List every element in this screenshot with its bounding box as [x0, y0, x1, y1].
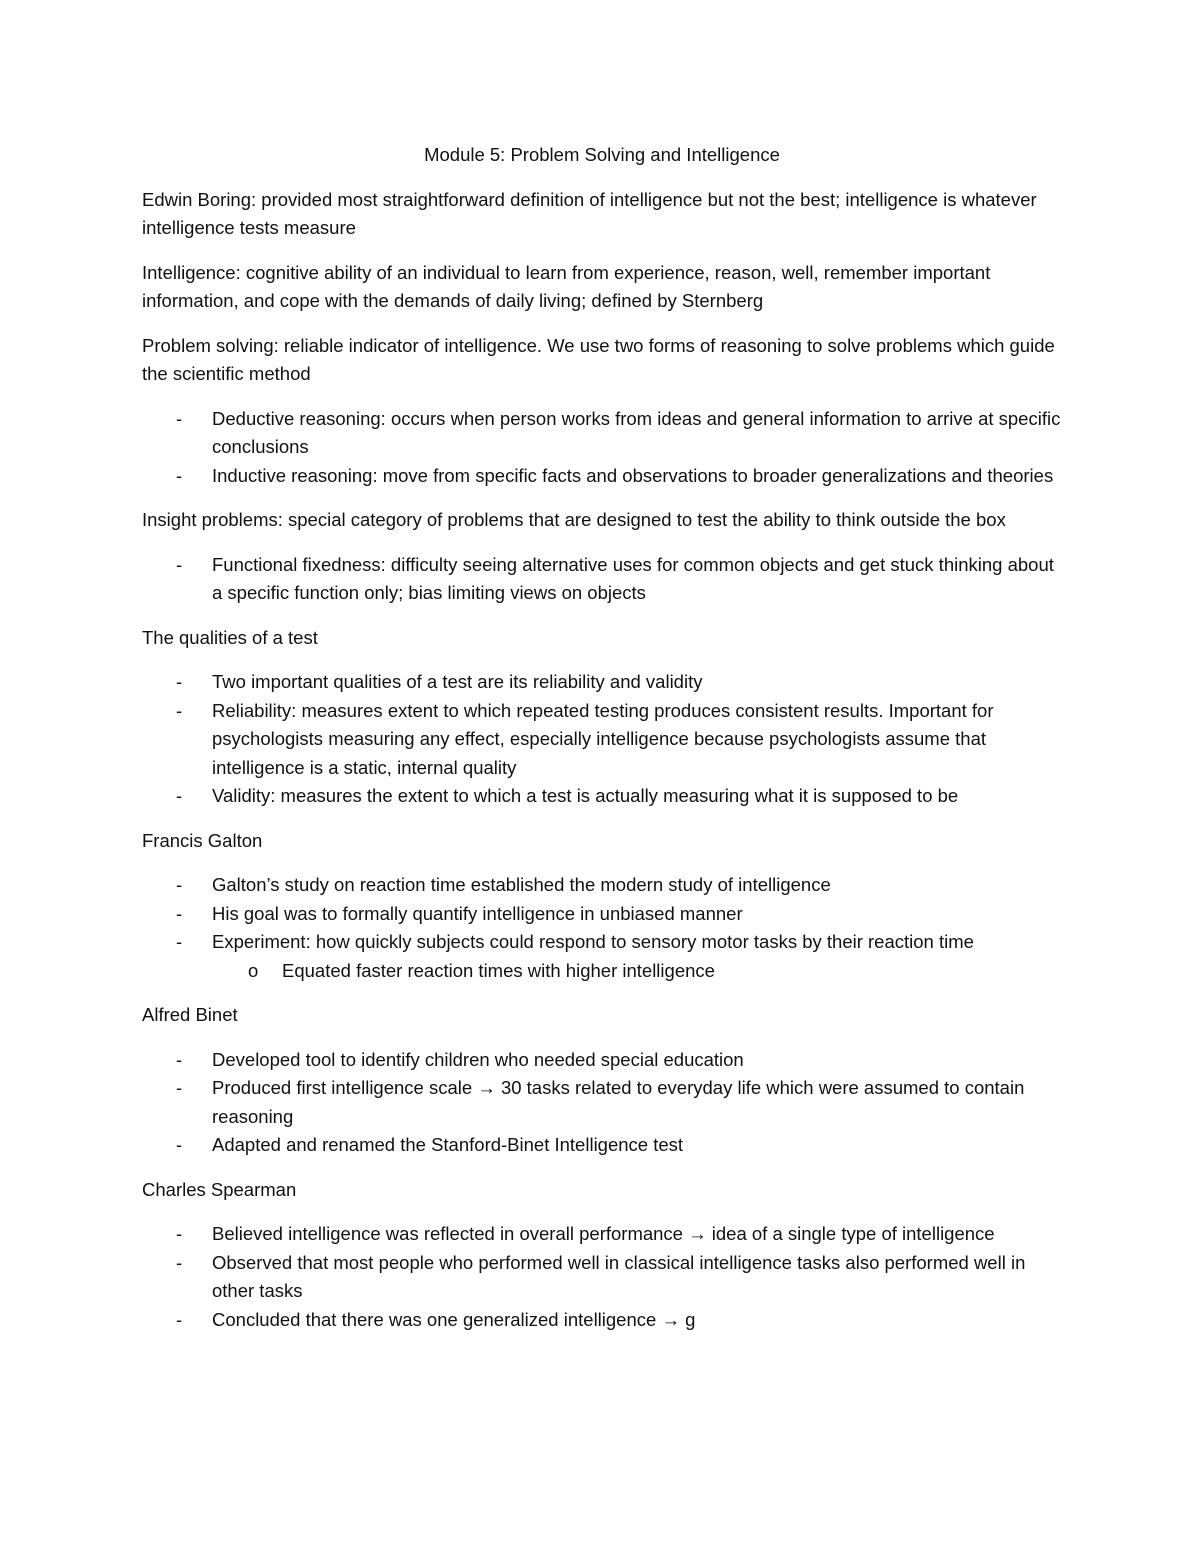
dash-bullet: - — [176, 1223, 183, 1244]
list-item-text: His goal was to formally quantify intelligence in unbiased manner — [212, 902, 743, 924]
dash-bullet: - — [176, 931, 183, 952]
list-item — [142, 928, 1062, 985]
document-title: Module 5: Problem Solving and Intelligence — [424, 144, 780, 165]
list-item-text: Deductive reasoning: occurs when person works from ideas and general information to arrive at specific conclusions — [212, 407, 1061, 457]
list-item — [142, 697, 1062, 783]
list-qualities — [142, 668, 1062, 811]
list-item-text: Produced first intelligence scale → 30 tasks related to everyday life which were assumed to contain reasoning — [212, 1077, 1025, 1127]
list-item-text: Experiment: how quickly subjects could respond to sensory motor tasks by their reaction time — [212, 931, 974, 952]
list-item-text: Reliability: measures extent to which repeated testing produces consistent results. Important for psychologists measuring any effect, especially intelligence because psychologists assume that intelligence is a static, internal quality — [212, 699, 994, 778]
list-item — [142, 1074, 1062, 1131]
circle-bullet: o — [248, 959, 259, 981]
list-item — [142, 1046, 1062, 1075]
heading-alfred-binet: Alfred Binet — [142, 1004, 238, 1025]
list-item — [142, 1249, 1062, 1306]
list-item-text: Developed tool to identify children who needed special education — [212, 1048, 744, 1070]
sub-list-item-text: Equated faster reaction times with higher intelligence — [282, 959, 715, 981]
heading-qualities-of-test: The qualities of a test — [142, 626, 318, 648]
list-item — [142, 1220, 1062, 1249]
sublist-galton — [212, 957, 1062, 986]
paragraph-edwin-boring: Edwin Boring: provided most straightforward definition of intelligence but not the best; intelligence is whatever intelligence tests measure — [142, 188, 1037, 238]
dash-bullet: - — [176, 1077, 183, 1098]
paragraph-problem-solving: Problem solving: reliable indicator of intelligence. We use two forms of reasoning to solve problems which guide the scientific method — [142, 334, 1055, 384]
dash-bullet: - — [176, 902, 183, 924]
dash-bullet: - — [176, 1251, 183, 1273]
list-item — [142, 668, 1062, 697]
heading-francis-galton: Francis Galton — [142, 829, 263, 851]
paragraph-insight-problems: Insight problems: special category of problems that are designed to test the ability to think outside the box — [142, 509, 1006, 530]
list-item-text: Two important qualities of a test are its reliability and validity — [212, 671, 703, 692]
dash-bullet: - — [176, 1048, 183, 1070]
list-item — [142, 782, 1062, 811]
list-item — [142, 405, 1062, 462]
paragraph-intelligence-definition: Intelligence: cognitive ability of an individual to learn from experience, reason, well, remember important information, and cope with the demands of daily living; defined by Sternberg — [142, 261, 991, 311]
list-binet — [142, 1046, 1062, 1160]
list-item — [142, 900, 1062, 929]
list-item-text: Believed intelligence was reflected in overall performance → idea of a single type of intelligence — [212, 1223, 995, 1244]
document-body — [142, 141, 1062, 1350]
list-insight — [142, 551, 1062, 608]
dash-bullet: - — [176, 464, 183, 486]
dash-bullet: - — [176, 553, 183, 575]
dash-bullet: - — [176, 1308, 183, 1330]
heading-charles-spearman: Charles Spearman — [142, 1178, 297, 1200]
list-item-text: Galton’s study on reaction time established the modern study of intelligence — [212, 874, 831, 895]
list-reasoning — [142, 405, 1062, 491]
list-item — [142, 1131, 1062, 1160]
list-item-text: Adapted and renamed the Stanford-Binet Intelligence test — [212, 1134, 684, 1155]
list-galton — [142, 871, 1062, 985]
list-item — [142, 1306, 1062, 1335]
list-item-text: Concluded that there was one generalized intelligence → g — [212, 1308, 696, 1330]
list-item-text: Observed that most people who performed well in classical intelligence tasks also performed well in other tasks — [212, 1251, 1026, 1301]
list-item — [142, 551, 1062, 608]
dash-bullet: - — [176, 699, 183, 721]
list-item — [142, 462, 1062, 491]
dash-bullet: - — [176, 785, 183, 806]
dash-bullet: - — [176, 671, 183, 692]
list-spearman — [142, 1220, 1062, 1334]
list-item-text: Inductive reasoning: move from specific facts and observations to broader generalizations and theories — [212, 464, 1054, 486]
dash-bullet: - — [176, 1134, 183, 1155]
sub-list-item — [212, 957, 1062, 986]
dash-bullet: - — [176, 874, 183, 895]
dash-bullet: - — [176, 407, 183, 429]
list-item-text: Functional fixedness: difficulty seeing alternative uses for common objects and get stuck thinking about a specific function only; bias limiting views on objects — [212, 553, 1054, 603]
list-item — [142, 871, 1062, 900]
list-item-text: Validity: measures the extent to which a test is actually measuring what it is supposed to be — [212, 785, 959, 806]
